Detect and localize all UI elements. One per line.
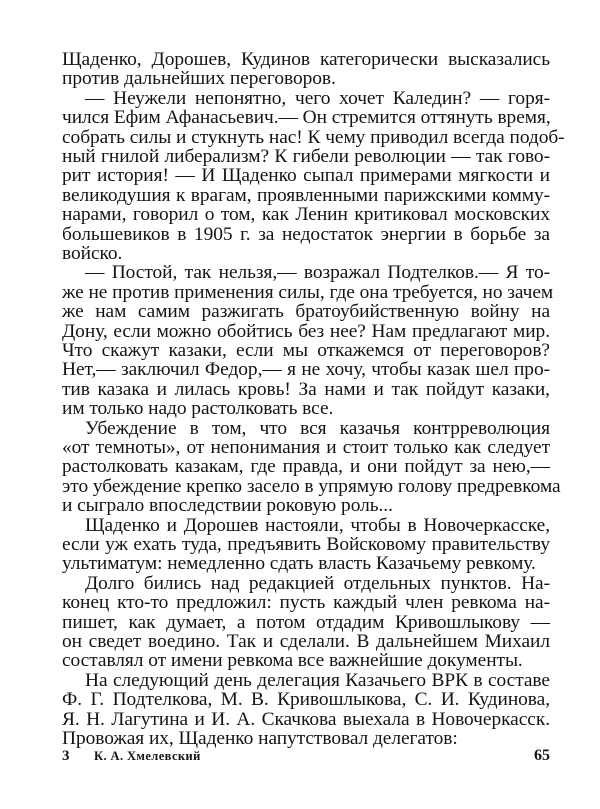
text-line: Что скажут казаки, если мы откажемся от переговоров? [62, 340, 550, 361]
text-line: ный гнилой либерализм? К гибели революции — так гово- [62, 146, 550, 167]
text-line: Я. Н. Лагутина и И. А. Скачкова выехала в Новочеркасск. [62, 708, 550, 730]
text-line: же нам самим разжигать братоубийственную войну на [62, 301, 550, 323]
text-line: составлял от имени ревкома все важнейшие документы. [62, 650, 523, 672]
text-line: он сведет воедино. Так и сделали. В дальнейшем Михаил [62, 631, 550, 652]
text-line: чился Ефим Афанасьевич.— Он стремится оттянуть время, [62, 107, 551, 129]
running-footer-author: К. А. Хмелевский [94, 749, 201, 763]
text-line: Ф. Г. Подтелкова, М. В. Кривошлыкова, С. И. Кудинова, [62, 689, 550, 711]
text-line: великодушия к врагам, проявленными парижскими комму- [62, 184, 550, 206]
text-line: нарами, говорил о том, как Ленин критиковал московских [62, 204, 550, 226]
text-line: войско. [62, 243, 123, 264]
text-line: Дону, если можно обойтись без нее? Нам предлагают мир. [62, 320, 550, 342]
text-line: Долго бились над редакцией отдельных пунктов. На- [85, 572, 550, 594]
page-number: 65 [534, 747, 550, 764]
text-line: большевиков в 1905 г. за недостаток энергии в борьбе за [62, 223, 550, 245]
text-line: — Постой, так нельзя,— возражал Подтелков.— Я то- [85, 262, 550, 284]
text-line: пишет, как думает, а потом отдадим Кривошлыкову — [62, 611, 550, 633]
text-line: рит история! — И Щаденко сыпал примерами мягкости и [62, 165, 550, 187]
text-line: же не против применения силы, где она требуется, но зачем [62, 281, 554, 303]
text-line: Провожая их, Щаденко напутствовал делегатов: [62, 728, 458, 749]
text-line: это убеждение крепко засело в упрямую голову предревкома [62, 475, 561, 497]
text-line: им только надо растолковать все. [62, 398, 334, 420]
text-line: растолковать казакам, где правда, и они пойдут за нею,— [62, 456, 550, 478]
text-line: — Неужели непонятно, чего хочет Каледин? — горя- [85, 87, 550, 109]
text-line: Щаденко и Дорошев настояли, чтобы в Новочеркасске, [85, 514, 550, 536]
text-line: если уж ехать туда, предъявить Войсковому правительству [62, 534, 550, 555]
text-line: против дальнейших переговоров. [62, 68, 336, 90]
text-line: тив казака и лилась кровь! За нами и так пойдут казаки, [62, 378, 550, 400]
text-line: Убеждение в том, что вся казачья контрреволюция [85, 417, 550, 439]
text-line: «от темноты», от непонимания и стоит только как следует [62, 437, 550, 458]
signature-mark: 3 [62, 748, 70, 764]
text-line: ультиматум: немедленно сдать власть Казачьему ревкому. [62, 553, 536, 575]
text-line: и сыграло впоследствии роковую роль... [62, 495, 393, 517]
text-line: собрать силы и стукнуть нас! К чему приводил всегда подоб- [62, 126, 565, 148]
text-line: На следующий день делегация Казачьего ВРК в составе [85, 669, 550, 691]
text-line: Нет,— заключил Федор,— я не хочу, чтобы казак шел про- [62, 359, 550, 381]
text-line: конец кто-то предложил: пусть каждый член ревкома на- [62, 592, 550, 614]
text-line: Щаденко, Дорошев, Кудинов категорически высказались [62, 49, 550, 70]
